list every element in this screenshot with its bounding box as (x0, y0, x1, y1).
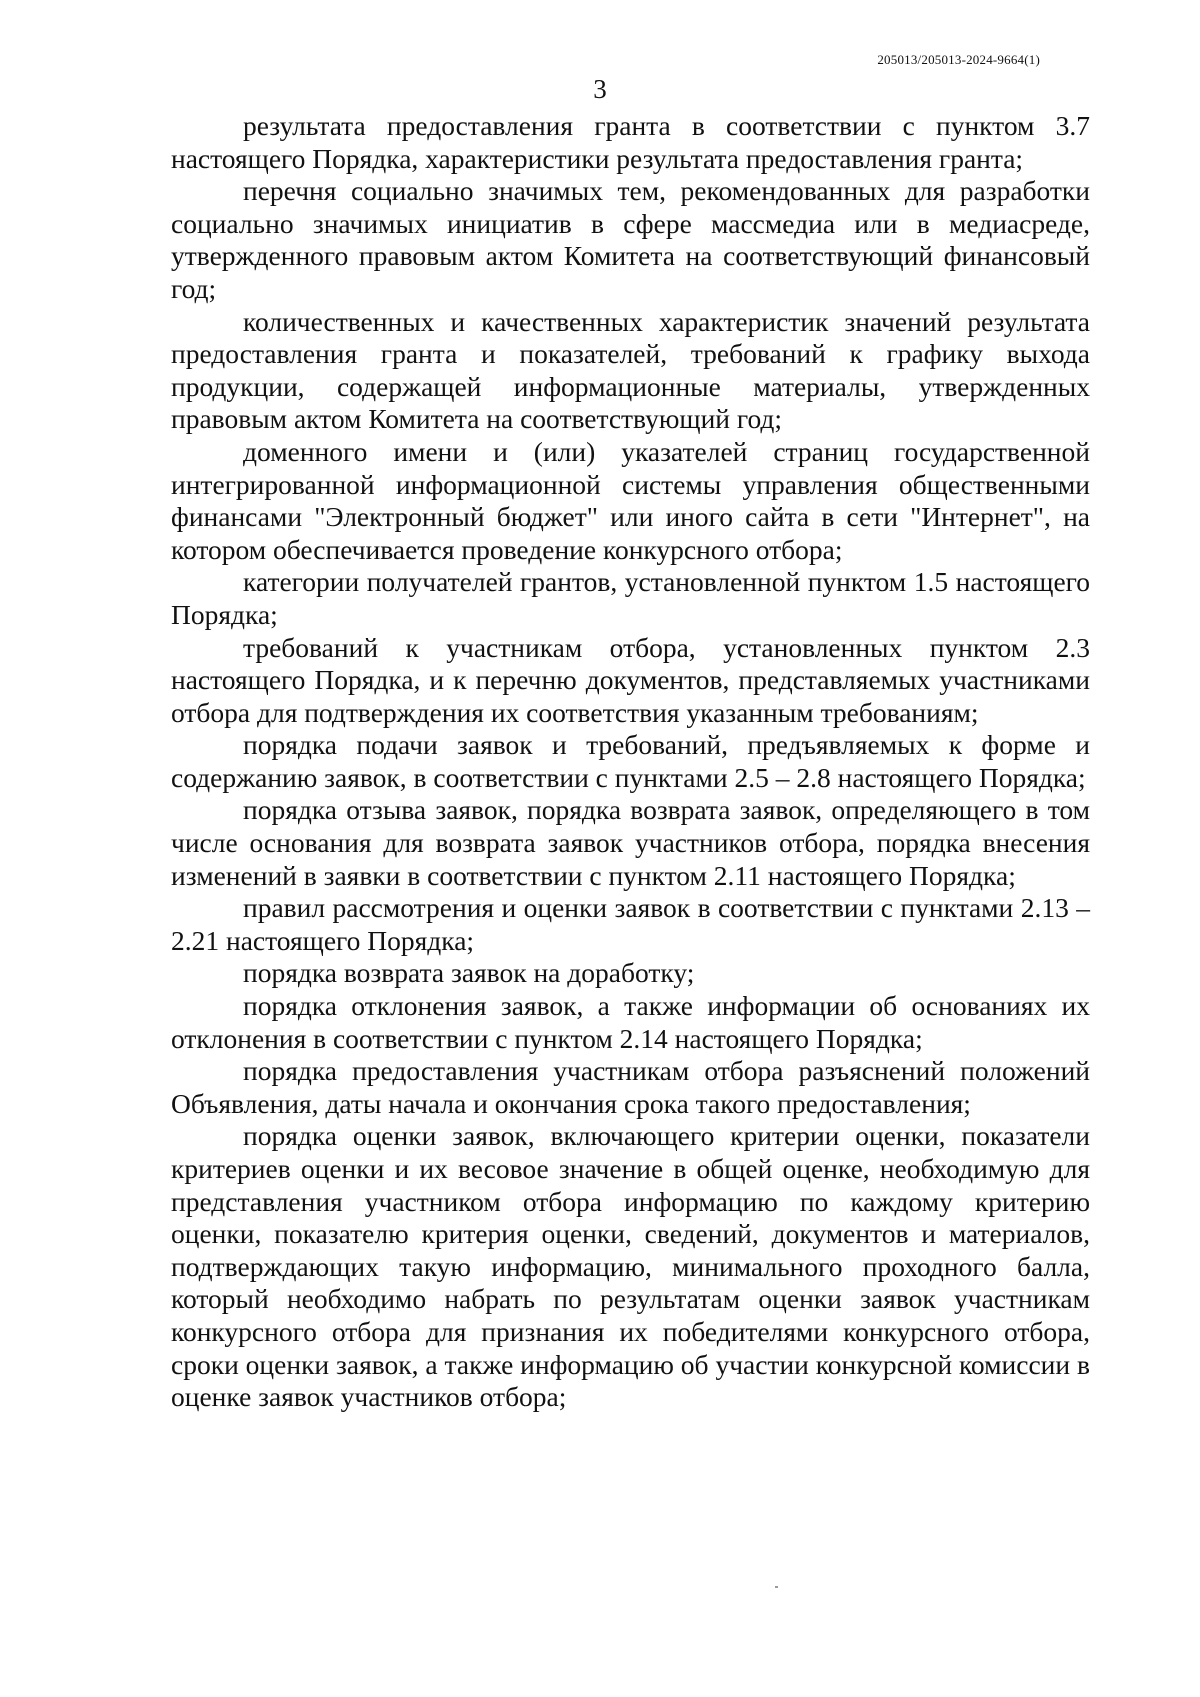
paragraph: порядка предоставления участникам отбора разъяснений положений Объявления, даты начала и окончания срока такого предоставления; (171, 1055, 1090, 1119)
paragraph: количественных и качественных характеристик значений результата предоставления гранта и показателей, требований к графику выхода продукции, содержащей информационные материалы, утвержденных правовым актом Комитета на соответствующий год; (171, 305, 1090, 435)
scan-speck (775, 1586, 778, 1588)
paragraph: правил рассмотрения и оценки заявок в соответствии с пунктами 2.13 – 2.21 настоящего Порядка; (171, 892, 1090, 956)
paragraph: результата предоставления гранта в соответствии с пунктом 3.7 настоящего Порядка, характеристики результата предоставления гранта; (171, 110, 1090, 174)
paragraph: порядка отзыва заявок, порядка возврата заявок, определяющего в том числе основания для возврата заявок участников отбора, порядка внесения изменений в заявки в соответствии с пунктом 2.11 настоящего Порядка; (171, 794, 1090, 891)
paragraph: порядка возврата заявок на доработку; (243, 957, 695, 989)
paragraph: перечня социально значимых тем, рекомендованных для разработки социально значимых инициатив в сфере массмедиа или в медиасреде, утвержденного правовым актом Комитета на соответствующий финансовый год; (171, 175, 1090, 304)
paragraph: требований к участникам отбора, установленных пунктом 2.3 настоящего Порядка, и к перечню документов, представляемых участниками отбора для подтверждения их соответствия указанным требованиям; (171, 631, 1090, 728)
page-number: 3 (593, 74, 607, 104)
paragraph: порядка отклонения заявок, а также информации об основаниях их отклонения в соответствии с пунктом 2.14 настоящего Порядка; (171, 990, 1090, 1054)
document-registration-number: 205013/205013-2024-9664(1) (877, 52, 1040, 67)
paragraph: доменного имени и (или) указателей страниц государственной интегрированной информационной системы управления общественными финансами "Электронный бюджет" или иного сайта в сети "Интернет", на котором обеспечивается проведение конкурсного отбора; (171, 435, 1090, 565)
paragraph: порядка оценки заявок, включающего критерии оценки, показатели критериев оценки и их весовое значение в общей оценке, необходимую для представления участником отбора информацию по каждому критерию оценки, показателю критерия оценки, сведений, документов и материалов, подтверждающих такую информацию, минимального проходного балла, который необходимо набрать по результатам оценки заявок участникам конкурсного отбора для признания их победителями конкурсного отбора, сроки оценки заявок, а также информацию об участии конкурсной комиссии в оценке заявок участников отбора; (171, 1120, 1090, 1413)
document-body (171, 110, 1090, 1414)
paragraph: категории получателей грантов, установленной пунктом 1.5 настоящего Порядка; (171, 566, 1090, 630)
paragraph: порядка подачи заявок и требований, предъявляемых к форме и содержанию заявок, в соответствии с пунктами 2.5 – 2.8 настоящего Порядка; (171, 729, 1090, 793)
